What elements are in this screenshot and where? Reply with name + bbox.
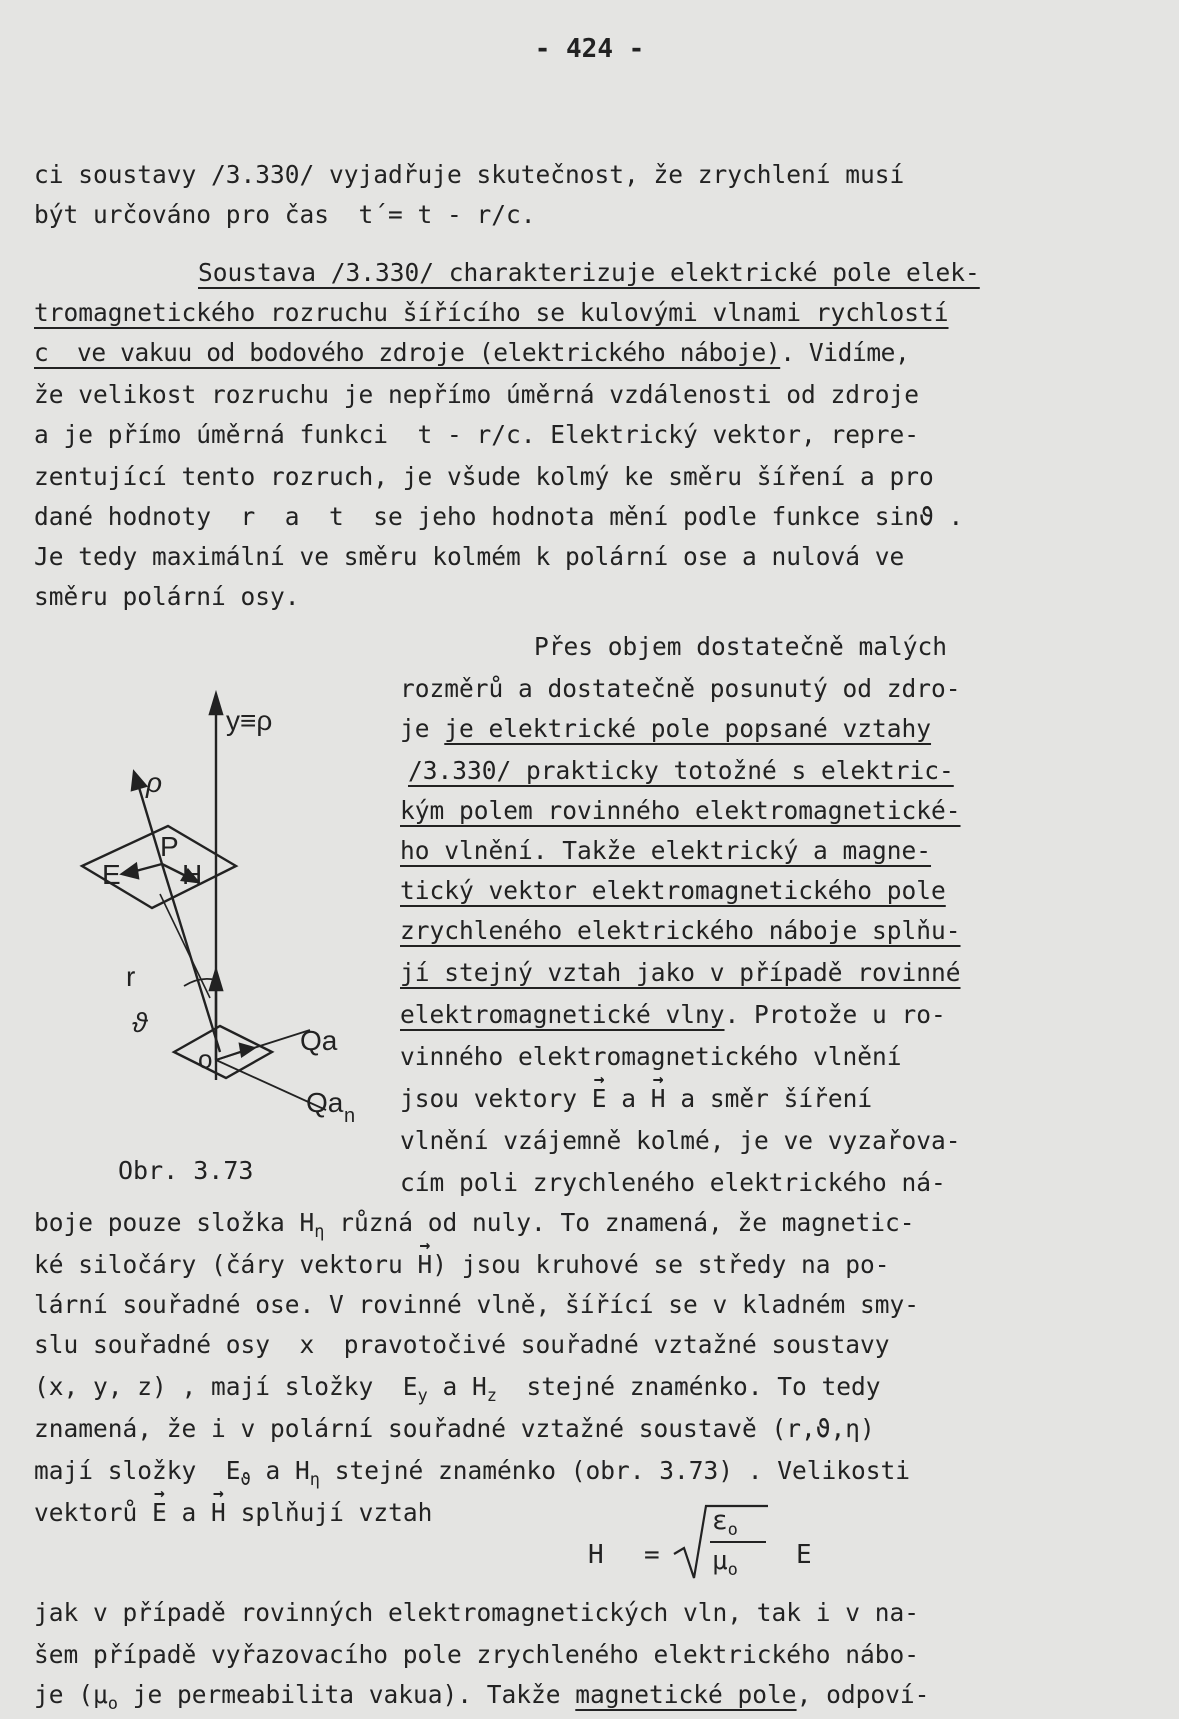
text-line: mají složky $E_ϑ$ a $H_\eta$ stejné znaménko (obr. 3.73) . Velikosti <box>34 1456 911 1490</box>
text-line: jí stejný vztah jako v případě rovinné <box>400 958 961 987</box>
formula-lhs: H <box>588 1540 604 1570</box>
text-line: vlnění vzájemně kolmé, je ve vyzařova- <box>400 1126 961 1155</box>
h-label: H <box>182 859 203 890</box>
text-line: cím poli zrychleného elektrického ná- <box>400 1168 946 1197</box>
formula-numerator: $\varepsilon_o$ <box>712 1506 738 1541</box>
text-line: jak v případě rovinných elektromagnetických vln, tak i v na- <box>34 1598 920 1627</box>
text-line: kým polem rovinného elektromagnetické- <box>400 796 961 825</box>
y-axis-label: y≡ρ <box>226 705 273 736</box>
text-line: ho vlnění. Takže elektrický a magne- <box>400 836 932 865</box>
text-line: vinného elektromagnetického vlnění <box>400 1042 902 1071</box>
text-line: ké siločáry (čáry vektoru → H) jsou kruhové se středy na po- <box>34 1250 890 1280</box>
theta-label: ϑ <box>132 1007 148 1038</box>
qa-label: Qa <box>300 1025 338 1056</box>
p-label: P <box>160 831 179 862</box>
text-line: dané hodnoty r a t se jeho hodnota mění podle funkce sinϑ . <box>34 502 964 531</box>
text-line: směru polární osy. <box>34 582 300 611</box>
text-line: (x, y, z) , mají složky $E_y$ a $H_z$ stejné znaménko. To tedy <box>34 1372 881 1406</box>
text-line: tromagnetického rozruchu šířícího se kulovými vlnami rychlostí <box>34 298 949 327</box>
text-line: jsou vektory → E a → H a směr šíření <box>400 1084 872 1114</box>
rho-label: ρ <box>146 767 163 798</box>
origin-label: o <box>198 1044 213 1074</box>
text-line: elektromagnetické vlny. Protože u ro- <box>400 1000 946 1029</box>
qan-subscript: n <box>344 1105 356 1127</box>
qa-line <box>216 1030 310 1060</box>
text-line: zrychleného elektrického náboje splňu- <box>400 916 961 945</box>
figure-caption: Obr. 3.73 <box>118 1156 254 1185</box>
text-line: a je přímo úměrná funkci t - r/c. Elektrický vektor, repre- <box>34 420 920 449</box>
y-axis-arrow <box>210 694 222 714</box>
e-label: E <box>102 859 121 890</box>
text-line: vektorů → E a → H splňují vztah <box>34 1498 432 1528</box>
page-number: - 424 - <box>534 34 645 64</box>
formula-eq: = <box>644 1540 660 1570</box>
qan-label: Qa <box>306 1087 344 1118</box>
text-line: boje pouze složka $H_\eta$ různá od nuly. To znamená, že magnetic- <box>34 1208 915 1242</box>
text-line: Přes objem dostatečně malých <box>534 632 948 661</box>
figure-3-73 <box>50 680 390 1140</box>
text-line: šem případě vyřazovacího pole zrychleného elektrického nábo- <box>34 1640 920 1669</box>
text-line: tický vektor elektromagnetického pole <box>400 876 946 905</box>
r-label: r <box>126 961 136 992</box>
formula-rhs: E <box>796 1540 812 1570</box>
text-line: že velikost rozruchu je nepřímo úměrná vzdálenosti od zdroje <box>34 380 920 409</box>
formula-denominator: $\mu_o$ <box>712 1546 738 1581</box>
text-line: Soustava /3.330/ charakterizuje elektrické pole elek- <box>198 258 980 287</box>
text-line: je je elektrické pole popsané vztahy <box>400 714 932 743</box>
text-line: ci soustavy /3.330/ vyjadřuje skutečnost, že zrychlení musí <box>34 160 905 189</box>
text-line: rozměrů a dostatečně posunutý od zdro- <box>400 674 961 703</box>
text-line: Je tedy maximální ve směru kolmém k polární ose a nulová ve <box>34 542 905 571</box>
text-line: c ve vakuu od bodového zdroje (elektrického náboje). Vidíme, <box>34 338 910 367</box>
text-line: znamená, že i v polární souřadné vztažné soustavě (r,ϑ,η) <box>34 1414 875 1443</box>
text-line: slu souřadné osy x pravotočivé souřadné vztažné soustavy <box>34 1330 890 1359</box>
text-line: je ($\mu_o$ je permeabilita vakua). Takže magnetické pole, odpoví- <box>34 1680 930 1714</box>
plane-o <box>174 1026 272 1078</box>
text-line: lární souřadné ose. V rovinné vlně, šířící se v kladném smy- <box>34 1290 920 1319</box>
text-line: zentující tento rozruch, je všude kolmý ke směru šíření a pro <box>34 462 934 491</box>
text-line: být určováno pro čas t´= t - r/c. <box>34 200 536 229</box>
text-line: /3.330/ prakticky totožné s elektric- <box>408 756 954 785</box>
